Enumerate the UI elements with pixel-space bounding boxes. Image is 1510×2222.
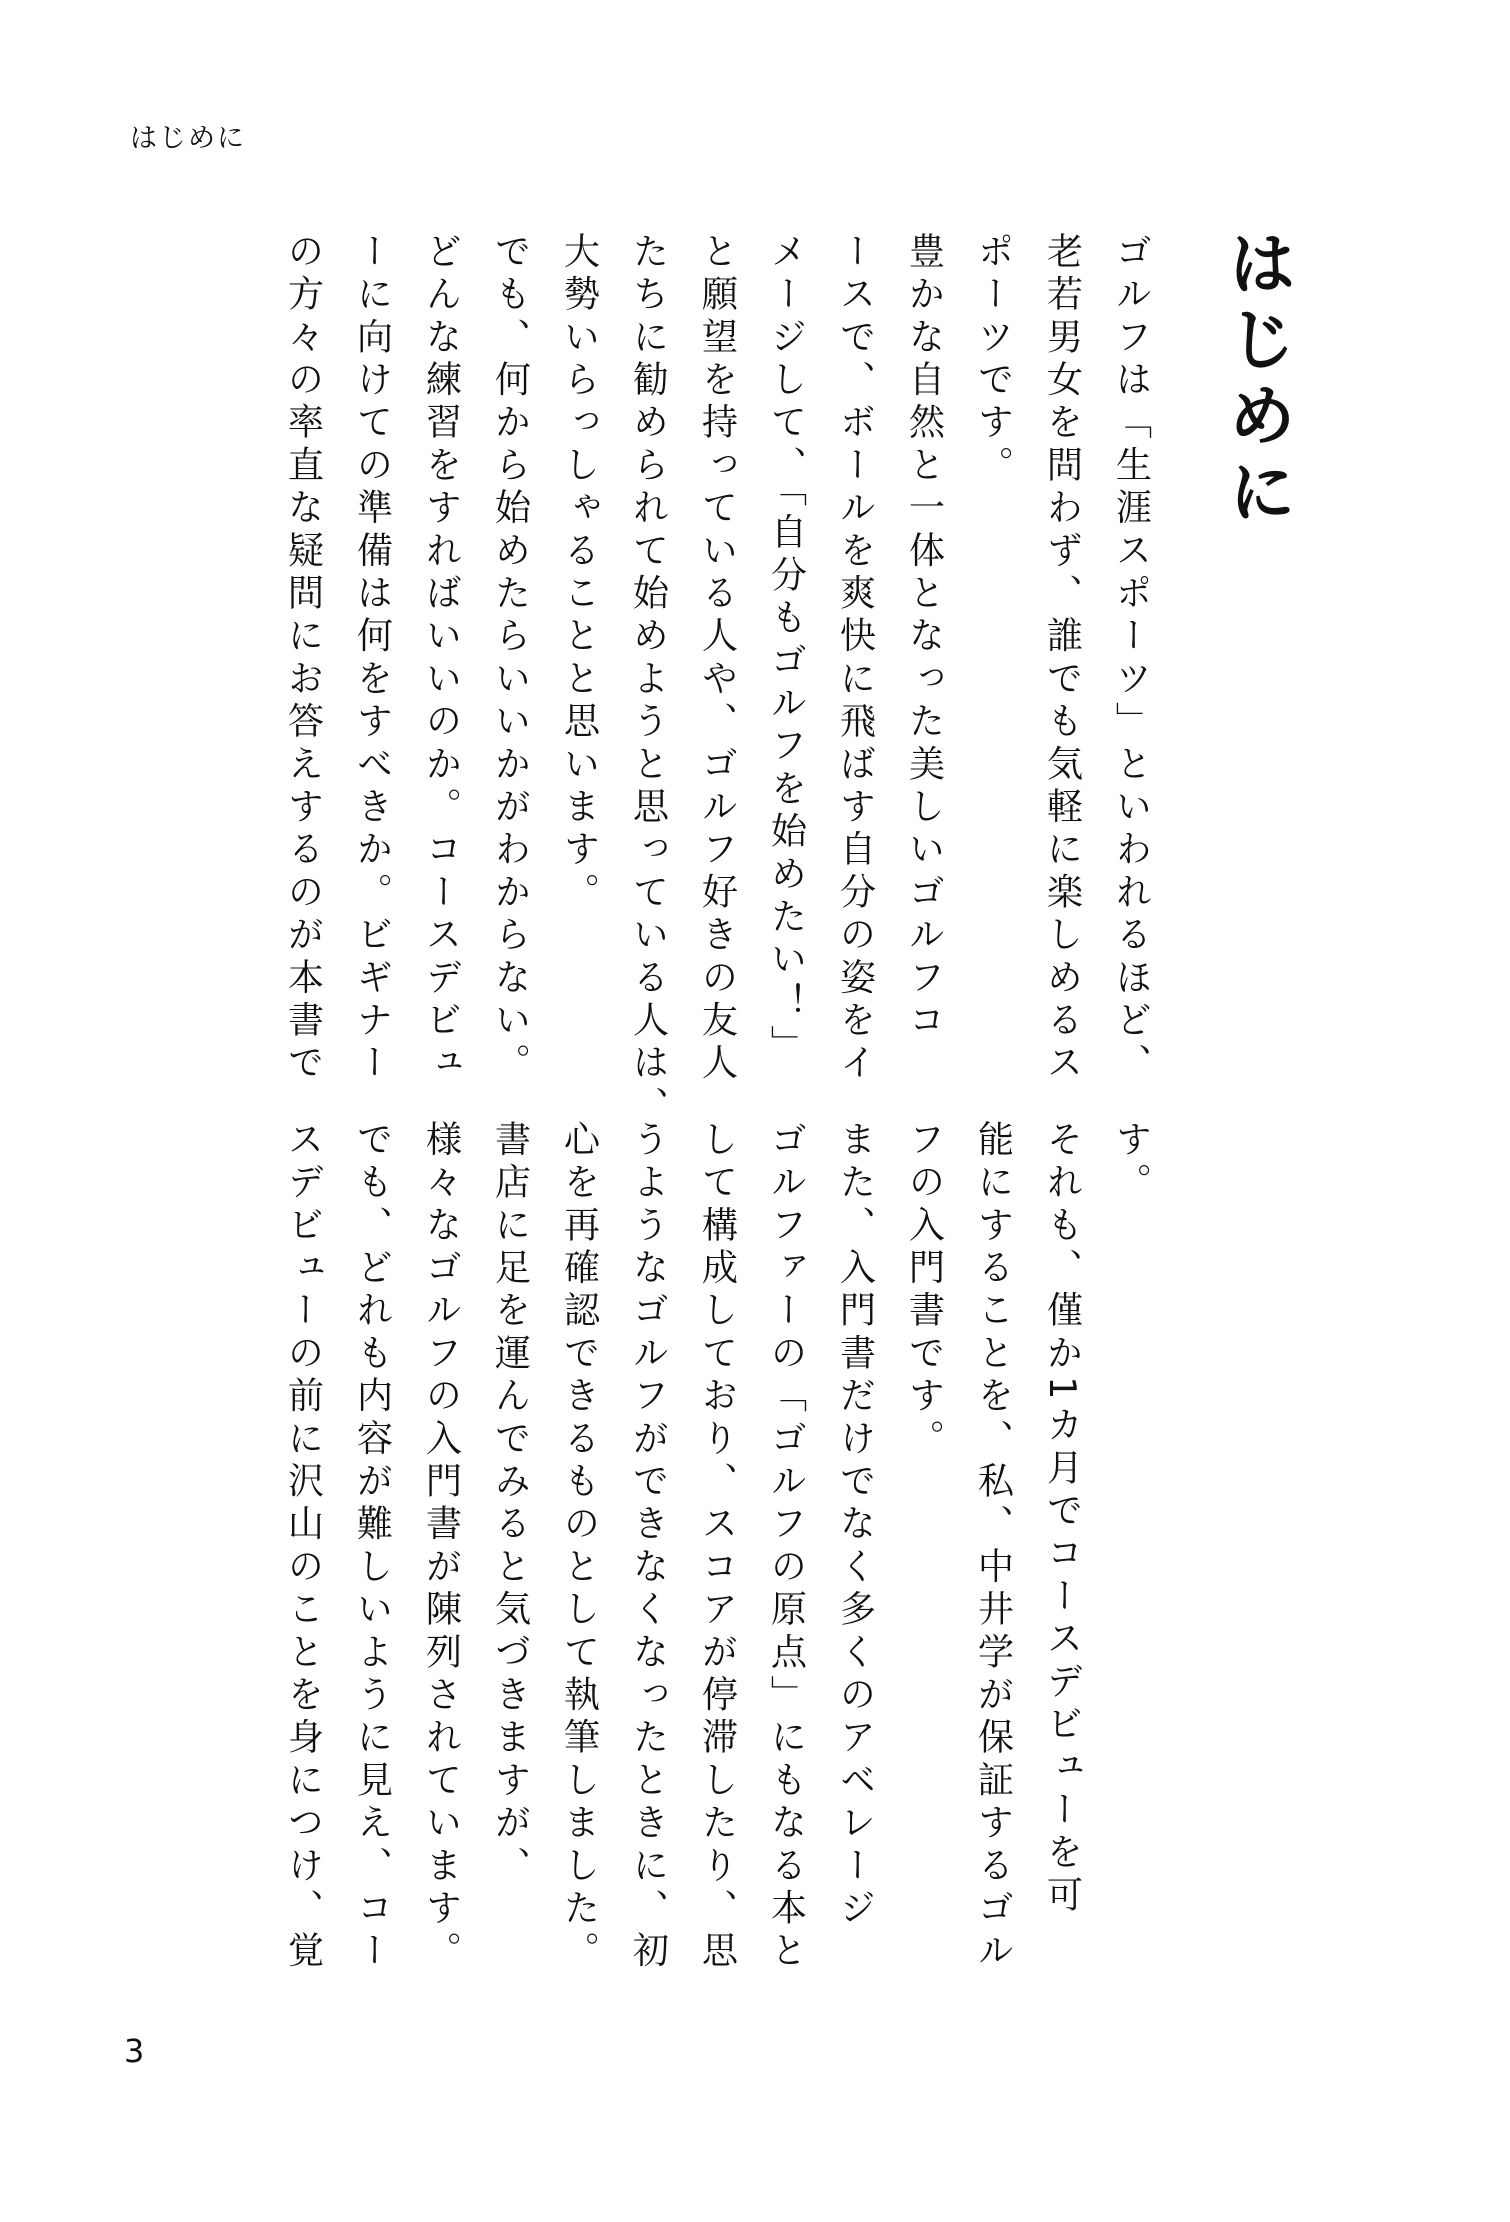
text-column: フの入門書です。 — [903, 1120, 946, 1462]
text-column: す。 — [1110, 1120, 1153, 1206]
text-column: の方々の率直な疑問にお答えするのが本書で — [282, 232, 325, 1086]
text-column: それも、僅か1カ月でコースデビューを可 — [1041, 1120, 1084, 1919]
text-column: ゴルフは「生涯スポーツ」といわれるほど、 — [1110, 232, 1153, 1086]
body-text-lower — [269, 1120, 1166, 1990]
text-column: うようなゴルフができなくなったときに、初 — [627, 1120, 670, 1974]
text-column: また、入門書だけでなく多くのアベレージ — [834, 1120, 877, 1932]
chapter-title: はじめに — [1217, 228, 1296, 532]
text-column: 様々なゴルフの入門書が陳列されています。 — [420, 1120, 463, 1974]
running-head: はじめに — [130, 123, 246, 154]
text-column: ゴルファーの「ゴルフの原点」にもなる本と — [765, 1120, 808, 1974]
text-column: メージして、「自分もゴルフを始めたい！」 — [765, 232, 808, 1068]
text-column: と願望を持っている人や、ゴルフ好きの友人 — [696, 232, 739, 1086]
text-column: 老若男女を問わず、誰でも気軽に楽しめるス — [1041, 232, 1084, 1087]
body-text-upper — [269, 232, 1166, 1129]
text-column: して構成しており、スコアが停滞したり、思 — [696, 1120, 739, 1974]
text-column: 能にすることを、私、中井学が保証するゴル — [972, 1120, 1015, 1974]
text-column: 大勢いらっしゃることと思います。 — [558, 232, 601, 916]
text-column: ースで、ボールを爽快に飛ばす自分の姿をイ — [834, 232, 877, 1086]
text-column: ポーツです。 — [972, 232, 1015, 489]
text-column: 書店に足を運んでみると気づきますが、 — [489, 1120, 532, 1889]
text-column: どんな練習をすればいいのか。コースデビュ — [420, 232, 463, 1086]
page-number: 3 — [124, 2032, 145, 2070]
text-column: ーに向けての準備は何をすべきか。ビギナー — [351, 232, 394, 1086]
text-column: でも、何から始めたらいいかがわからない。 — [489, 232, 532, 1086]
text-column: たちに勧められて始めようと思っている人は、 — [627, 232, 670, 1129]
text-column: 心を再確認できるものとして執筆しました。 — [558, 1120, 601, 1974]
text-column: 豊かな自然と一体となった美しいゴルフコ — [903, 232, 946, 1044]
text-column: でも、どれも内容が難しいように見え、コー — [351, 1120, 394, 1974]
text-column: スデビューの前に沢山のことを身につけ、覚 — [282, 1120, 325, 1974]
